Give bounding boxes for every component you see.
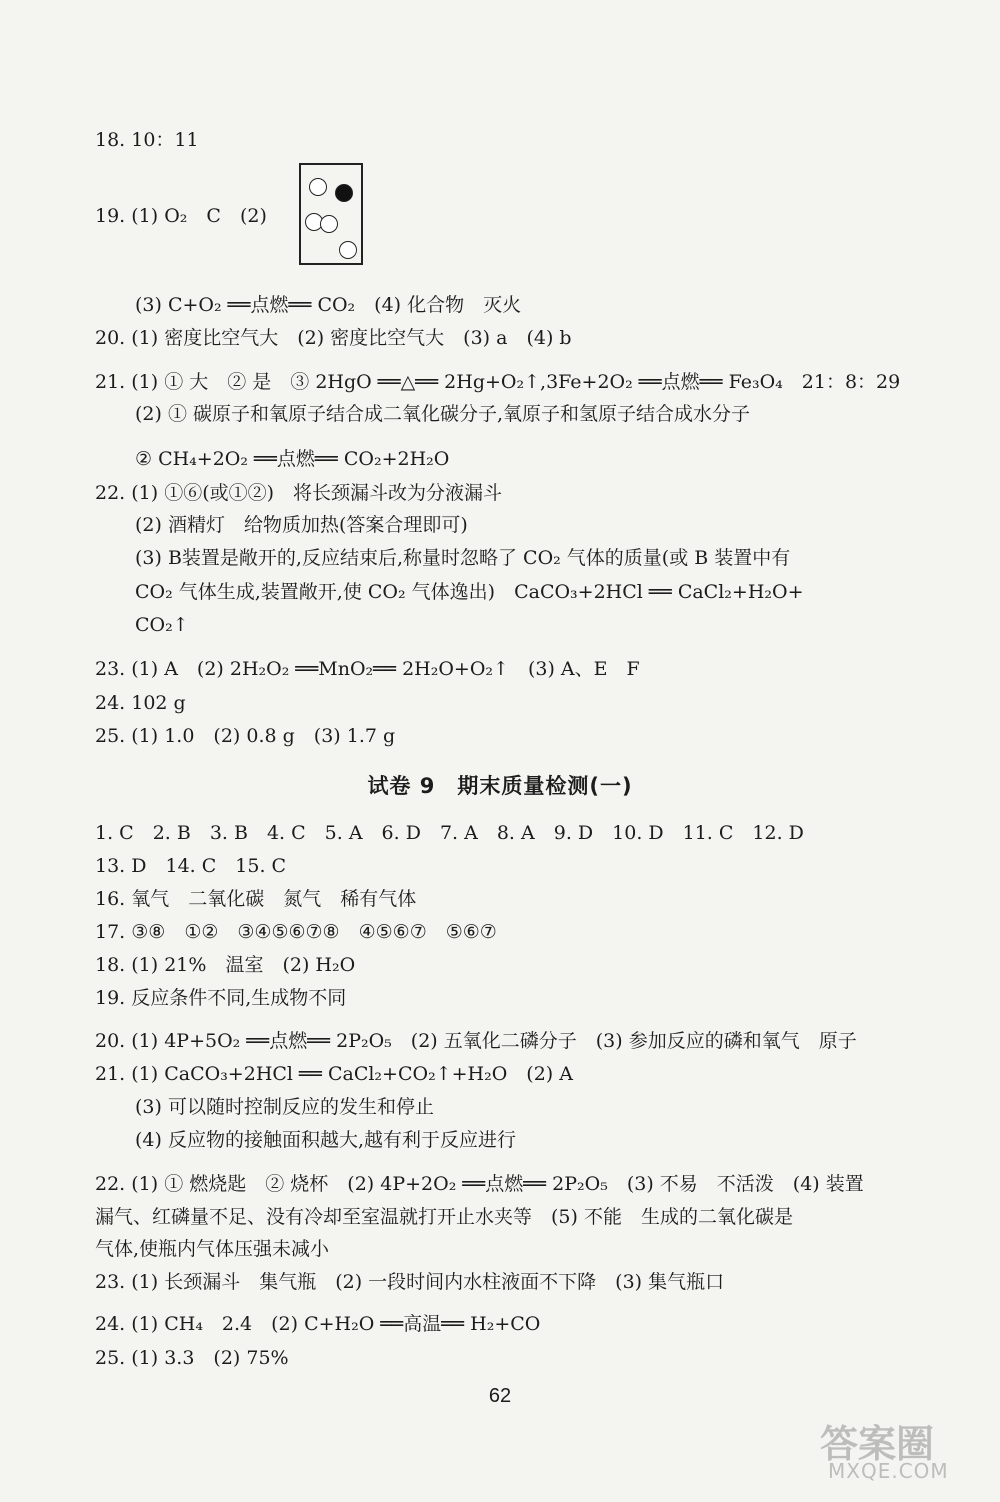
answer-25: 25. (1) 1.0 (2) 0.8 g (3) 1.7 g bbox=[95, 725, 396, 747]
answer-17: 17. ③⑧ ①② ③④⑤⑥⑦⑧ ④⑤⑥⑦ ⑤⑥⑦ bbox=[95, 921, 497, 943]
answer-19-part3: (3) C+O₂ ══点燃══ CO₂ (4) 化合物 灭火 bbox=[135, 294, 522, 316]
watermark-url-text: MXQE.COM bbox=[828, 1459, 949, 1483]
answer-19-part1: 19. (1) O₂ C (2) bbox=[95, 205, 267, 227]
answer-16: 16. 氧气 二氧化碳 氮气 稀有气体 bbox=[95, 888, 417, 910]
section-title: 试卷 9 期末质量检测(一) bbox=[367, 774, 633, 798]
answer-21-line1: 21. (1) ① 大 ② 是 ③ 2HgO ══△══ 2Hg+O₂↑,3Fe+2O₂ ══点燃══ Fe₃O₄ 21：8：29 bbox=[95, 371, 901, 393]
answer-22b-line3: 气体,使瓶内气体压强未减小 bbox=[95, 1238, 330, 1260]
answer-25b: 25. (1) 3.3 (2) 75% bbox=[95, 1347, 289, 1369]
answer-20: 20. (1) 密度比空气大 (2) 密度比空气大 (3) a (4) b bbox=[95, 327, 572, 349]
answer-22-line5: CO₂↑ bbox=[135, 614, 189, 636]
answer-21b-line3: (4) 反应物的接触面积越大,越有利于反应进行 bbox=[135, 1129, 516, 1151]
answer-18b: 18. (1) 21% 温室 (2) H₂O bbox=[95, 954, 356, 976]
answer-1-12: 1. C 2. B 3. B 4. C 5. A 6. D 7. A 8. A 9. D 10. D 11. C 12. D bbox=[95, 822, 804, 844]
answer-22-line2: (2) 酒精灯 给物质加热(答案合理即可) bbox=[135, 514, 468, 536]
answer-20b: 20. (1) 4P+5O₂ ══点燃══ 2P₂O₅ (2) 五氧化二磷分子 (3) 参加反应的磷和氧气 原子 bbox=[95, 1030, 857, 1052]
watermark-logo-text: 答案圈 bbox=[820, 1422, 935, 1466]
answer-19b: 19. 反应条件不同,生成物不同 bbox=[95, 987, 347, 1009]
molecule-diagram bbox=[299, 163, 363, 265]
oxygen-atom-circle bbox=[320, 215, 338, 233]
answer-21-line3: ② CH₄+2O₂ ══点燃══ CO₂+2H₂O bbox=[135, 448, 450, 470]
answer-13-15: 13. D 14. C 15. C bbox=[95, 855, 287, 877]
answer-23b: 23. (1) 长颈漏斗 集气瓶 (2) 一段时间内水柱液面不下降 (3) 集气瓶口 bbox=[95, 1271, 725, 1293]
answer-22-line3: (3) B装置是敞开的,反应结束后,称量时忽略了 CO₂ 气体的质量(或 B 装置中有 bbox=[135, 547, 791, 569]
answer-23: 23. (1) A (2) 2H₂O₂ ══MnO₂══ 2H₂O+O₂↑ (3) A、E F bbox=[95, 658, 640, 680]
answer-22b-line2: 漏气、红磷量不足、没有冷却至室温就打开止水夹等 (5) 不能 生成的二氧化碳是 bbox=[95, 1206, 793, 1228]
page-number: 62 bbox=[488, 1385, 512, 1407]
answer-22b-line1: 22. (1) ① 燃烧匙 ② 烧杯 (2) 4P+2O₂ ══点燃══ 2P₂O₅ (3) 不易 不活泼 (4) 装置 bbox=[95, 1173, 864, 1195]
answer-21b-line2: (3) 可以随时控制反应的发生和停止 bbox=[135, 1096, 434, 1118]
answer-24b: 24. (1) CH₄ 2.4 (2) C+H₂O ══高温══ H₂+CO bbox=[95, 1313, 541, 1335]
oxygen-atom-circle bbox=[309, 178, 327, 196]
answer-22-line4: CO₂ 气体生成,装置敞开,使 CO₂ 气体逸出) CaCO₃+2HCl ══ CaCl₂+H₂O+ bbox=[135, 581, 804, 603]
answer-21-line2: (2) ① 碳原子和氧原子结合成二氧化碳分子,氧原子和氢原子结合成水分子 bbox=[135, 403, 751, 425]
answer-18: 18. 10：11 bbox=[95, 129, 199, 151]
answer-24: 24. 102 g bbox=[95, 692, 186, 714]
answer-21b-line1: 21. (1) CaCO₃+2HCl ══ CaCl₂+CO₂↑+H₂O (2) A bbox=[95, 1063, 573, 1085]
site-watermark-logo bbox=[810, 1407, 980, 1487]
answer-22-line1: 22. (1) ①⑥(或①②) 将长颈漏斗改为分液漏斗 bbox=[95, 482, 503, 504]
oxygen-atom-circle bbox=[339, 241, 357, 259]
carbon-atom-circle bbox=[335, 184, 353, 202]
